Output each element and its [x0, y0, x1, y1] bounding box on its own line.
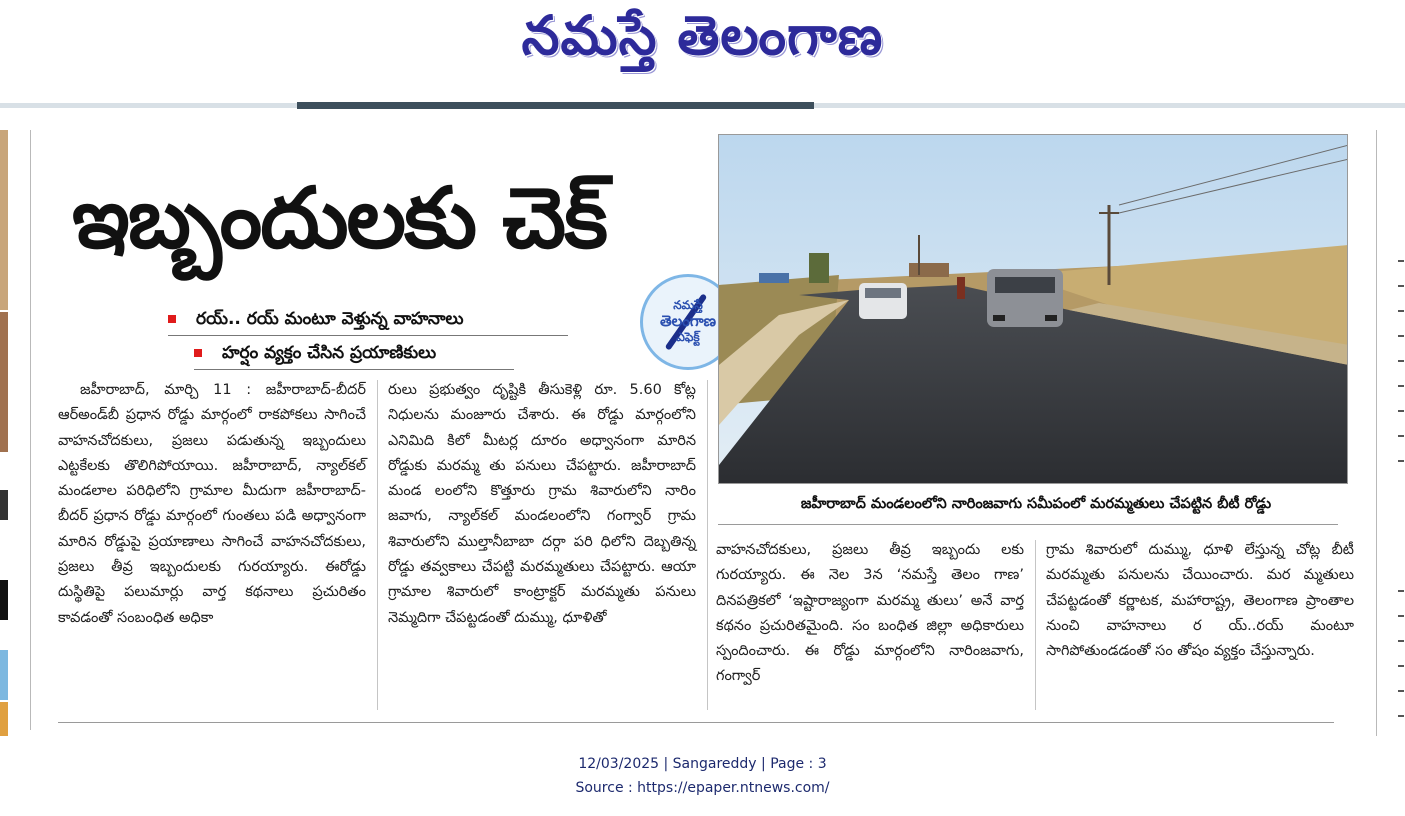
article-column: గ్రామ శివారులో దుమ్ము, ధూళి లేస్తున్న చోట్ల బీటీ మరమ్మతు పనులను చేయించారు. మర మ్మతులు చేపట్టడంతో కర్ణాటక, మహారాష్ట్ర, తెలంగాణ ప్రాంతాల నుంచి వాహనాలు ర య్..రయ్ మంటూ సాగిపోతుండడంతో సం తోషం వ్యక్తం చేస్తున్నారు.	[1046, 542, 1354, 660]
subheadline: హర్షం వ్యక్తం చేసిన ప్రయాణికులు	[194, 340, 514, 370]
article-headline: ఇబ్బందులకు చెక్	[72, 169, 606, 267]
masthead-accent-bar	[297, 102, 814, 109]
article-column: జహీరాబాద్, మార్చి 11 : జహీరాబాద్-బీదర్ ఆర్అండ్‌బీ ప్రధాన రోడ్డు మార్గంలో రాకపోకలు సాగించే వాహనచోదకులు, ప్రజలు పడుతున్న ఇబ్బందులు ఎట్టకేలకు తొలిగిపోయాయి. జహీరాబాద్, న్యాల్‌కల్ మండలాల పరిధిలోని గ్రామాల మీదుగా జహీరాబాద్-బీదర్ ప్రధాన రోడ్డు మార్గంలో గుంతలు పడి అధ్వానంగా మారిన రోడ్డుపై ప్రయాణాలు సాగించే వాహనచోదకులు, ప్రజలు తీవ్ర ఇబ్బందులకు గురయ్యారు. ఈరోడ్డు దుస్థితిపై పలుమార్లు వార్త కథనాలు ప్రచురితం కావడంతో సంబంధిత అధికా	[58, 382, 366, 626]
article-column: రులు ప్రభుత్వం దృష్టికి తీసుకెళ్లి రూ. 5.60 కోట్ల నిధులను మంజూరు చేశారు. ఈ రోడ్డు మార్గంలోని ఎనిమిది కిలో మీటర్ల దూరం అధ్వానంగా మారిన రోడ్డుకు మరమ్మ తు పనులు చేపట్టారు. జహీరాబాద్ మండ లంలోని కొత్తూరు గ్రామ శివారులోని నారిం జవాగు, న్యాల్‌కల్ మండలంలోని గంగ్వార్ గ్రామ శివారులోని ముల్తానీబాబా దర్గా పరి ధిలోని దెబ్బతిన్న రోడ్డు తవ్వకాలు చేపట్టి మరమ్మతులు చేపట్టారు. ఆయా గ్రామాల శివారులో కాంట్రాక్టర్ మరమ్మతు పనులు నెమ్మదిగా చేపట్టడంతో దుమ్ము, ధూళితో	[388, 382, 696, 626]
article-column: వాహనచోదకులు, ప్రజలు తీవ్ర ఇబ్బందు లకు గురయ్యారు. ఈ నెల 3న ‘నమస్తే తెలం గాణ’ దినపత్రికలో ‘ఇష్టారాజ్యంగా మరమ్మ తులు’ అనే వార్త కథనం ప్రచురితమైంది. సం బంధిత జిల్లా అధికారులు స్పందించారు. ఈ రోడ్డు మార్గంలోని నారింజవాగు, గంగ్వార్	[716, 542, 1024, 685]
bullet-square-icon	[194, 349, 202, 357]
masthead	[0, 0, 1405, 100]
column-divider	[707, 380, 708, 710]
photo-caption: జహీరాబాద్ మండలంలోని నారింజవాగు సమీపంలో మరమ్మతులు చేపట్టిన బీటీ రోడ్డు	[800, 496, 1272, 512]
subheadline: రయ్.. రయ్ మంటూ వెళ్తున్న వాహనాలు	[168, 306, 568, 336]
effect-stamp-label: నమస్తే తెలంగాణ ఎఫెక్ట్	[659, 298, 717, 344]
bullet-square-icon	[168, 315, 176, 323]
caption-rule	[718, 524, 1338, 525]
adjacent-article-clip-left	[0, 130, 10, 736]
column-divider	[1376, 130, 1377, 736]
epaper-page	[0, 130, 1405, 736]
source-link[interactable]: Source : https://epaper.ntnews.com/	[575, 780, 830, 796]
article-bottom-rule	[58, 722, 1334, 723]
column-divider	[30, 130, 31, 730]
adjacent-article-clip-right	[1396, 130, 1405, 736]
newspaper-logo: నమస్తే తెలంగాణ	[521, 4, 884, 67]
road-photo	[718, 134, 1348, 484]
column-divider	[377, 380, 378, 710]
page-footer	[0, 752, 1405, 800]
column-divider	[1035, 540, 1036, 710]
edition-info: 12/03/2025 | Sangareddy | Page : 3	[578, 756, 827, 772]
